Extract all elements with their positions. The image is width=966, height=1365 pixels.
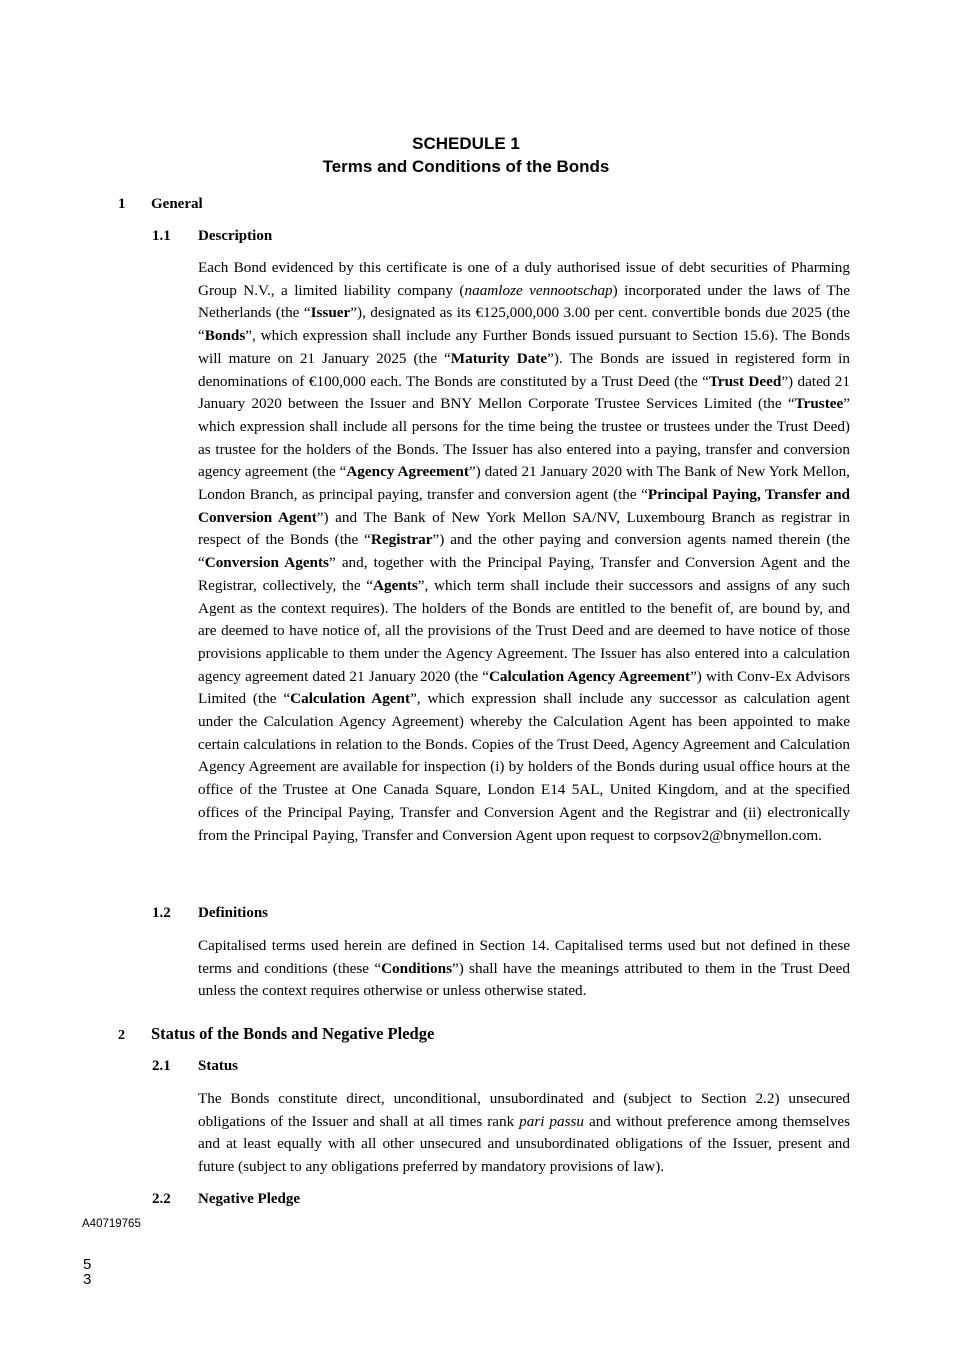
- text-run: ”), designated as its €125,000,000 3.00 per cent. convertible bonds due 2025 (the “: [198, 304, 851, 345]
- text-run: ”). The Bonds are issued in registered form in denominations of €100,000 each. The Bonds are constituted by a Trust Deed (the “: [198, 349, 850, 390]
- text-run: ”) dated 21 January 2020 between the Issuer and BNY Mellon Corporate Trustee Services Limited (the “: [198, 372, 850, 413]
- defined-term: Bonds: [204, 327, 246, 345]
- defined-term: Conditions: [381, 959, 452, 977]
- definitions-paragraph: [198, 935, 850, 1003]
- section-2-number: 2: [118, 1028, 125, 1043]
- schedule-subtitle: Terms and Conditions of the Bonds: [322, 157, 610, 176]
- section-1-number: 1: [118, 196, 126, 212]
- section-1-heading: [118, 196, 203, 213]
- text-run: and without preference among themselves and at least equally with all other unsecured and unsubordinated obligations of the Issuer, present and future (subject to any obligations preferred by mandatory provisions of law).: [198, 1112, 850, 1176]
- description-paragraph: [198, 257, 850, 847]
- subsection-2-2-heading: [152, 1191, 300, 1208]
- subsection-1-2-heading: [152, 905, 268, 922]
- text-run: ”, which expression shall include any Further Bonds issued pursuant to Section 15.6). The Bonds will mature on 21 January 2025 (the “: [198, 327, 850, 367]
- text-run: ”) dated 21 January 2020 with The Bank of New York Mellon, London Branch, as principal paying, transfer and conversion agent (the “: [198, 463, 850, 504]
- defined-term: Conversion Agents: [204, 554, 329, 572]
- subsection-1-1-heading: [152, 228, 272, 245]
- document-code: A40719765: [82, 1218, 141, 1230]
- text-run: Each Bond evidenced by this certificate is one of a duly authorised issue of debt securities of Pharming Group N.V., a limited liability company (: [198, 259, 850, 299]
- section-1-title: General: [151, 196, 203, 212]
- defined-term: Principal Paying, Transfer and Conversion Agent: [198, 486, 850, 526]
- subsection-1-2-title: Definitions: [198, 905, 269, 921]
- subsection-2-1-title: Status: [198, 1058, 239, 1074]
- italic-term: naamloze vennootschap: [464, 281, 613, 299]
- text-run: ”) and The Bank of New York Mellon SA/NV, Luxembourg Branch as registrar in respect of the Bonds (the “: [198, 508, 850, 549]
- subsection-2-2-title: Negative Pledge: [198, 1191, 301, 1207]
- defined-term: Calculation Agent: [290, 690, 411, 708]
- section-2-heading: [118, 1024, 434, 1044]
- subsection-1-1-title: Description: [198, 228, 273, 244]
- text-run: The Bonds constitute direct, unconditional, unsubordinated and (subject to Section 2.2) unsecured obligations of the Issuer and shall at all times rank: [198, 1090, 850, 1130]
- defined-term: Registrar: [370, 531, 433, 549]
- defined-term: Agents: [373, 576, 418, 594]
- subsection-2-1-number: 2.1: [152, 1058, 171, 1074]
- subsection-1-1-number: 1.1: [152, 228, 171, 244]
- subsection-2-1-heading: [152, 1058, 238, 1075]
- defined-term: Agency Agreement: [346, 463, 469, 481]
- text-run: ” and, together with the Principal Paying, Transfer and Conversion Agent and the Registrar, collectively, the “: [198, 554, 850, 594]
- schedule-title: SCHEDULE 1: [412, 134, 520, 153]
- page-number-cut: 3: [83, 1271, 92, 1288]
- text-run: Capitalised terms used herein are defined in Section 14. Capitalised terms used but not defined in these terms and conditions (these “: [198, 937, 850, 977]
- defined-term: Maturity Date: [450, 349, 548, 367]
- page-number: [83, 1256, 92, 1288]
- text-run: ” which expression shall include all persons for the time being the trustee or trustees under the Trust Deed) as trustee for the holders of the Bonds. The Issuer has also entered into a paying, transfer and conversion agency agreement (the “: [198, 395, 850, 481]
- page-number-value: 5: [83, 1256, 92, 1273]
- defined-term: Issuer: [310, 304, 351, 322]
- defined-term: Calculation Agency Agreement: [488, 667, 691, 685]
- italic-term: pari passu: [519, 1112, 585, 1130]
- defined-term: Trust Deed: [708, 372, 782, 390]
- defined-term: Trustee: [794, 395, 844, 413]
- text-run: ”) and the other paying and conversion agents named therein (the “: [198, 531, 851, 572]
- text-run: ”, which term shall include their successors and assigns of any such Agent as the context requires). The holders of the Bonds are entitled to the benefit of, are bound by, and are deemed to have notice of, all the provisions of the Trust Deed and are deemed to have notice of those provisions applicable to them under the Agency Agreement. The Issuer has also entered into a calculation agency agreement dated 21 January 2020 (the “: [198, 576, 850, 685]
- text-run: ”, which expression shall include any successor as calculation agent under the Calculation Agency Agreement) whereby the Calculation Agent has been appointed to make certain calculations in relation to the Bonds. Copies of the Trust Deed, Agency Agreement and Calculation Agency Agreement are available for inspection (i) by holders of the Bonds during usual office hours at the office of the Trustee at One Canada Square, London E14 5AL, United Kingdom, and at the specified offices of the Principal Paying, Transfer and Conversion Agent and the Registrar and (ii) electronically from the Principal Paying, Transfer and Conversion Agent upon request to corpsov2@bnymellon.com.: [198, 690, 850, 844]
- text-run: ”) with Conv-Ex Advisors Limited (the “: [198, 667, 850, 708]
- section-2-title: Status of the Bonds and Negative Pledge: [151, 1024, 435, 1043]
- status-paragraph: [198, 1088, 850, 1179]
- text-run: ) incorporated under the laws of The Netherlands (the “: [198, 281, 850, 322]
- subsection-1-2-number: 1.2: [152, 905, 171, 921]
- subsection-2-2-number: 2.2: [152, 1191, 171, 1207]
- text-run: ”) shall have the meanings attributed to them in the Trust Deed unless the context requires otherwise or unless otherwise stated.: [198, 959, 851, 1000]
